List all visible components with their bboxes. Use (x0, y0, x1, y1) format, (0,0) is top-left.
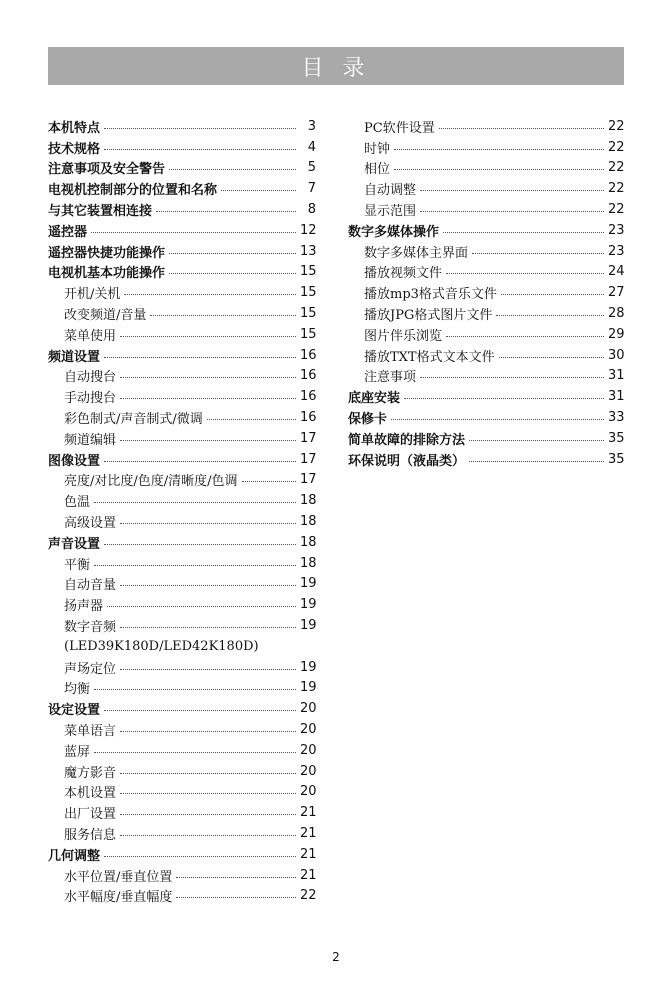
toc-entry-title: 亮度/对比度/色度/清晰度/色调 (64, 474, 238, 490)
toc-entry-page: 13 (300, 243, 317, 259)
toc-entry (48, 553, 316, 574)
toc-entry-title: 蓝屏 (64, 744, 91, 760)
toc-entry-title: 保修卡 (348, 412, 388, 428)
toc-entry-title: 自动调整 (364, 183, 417, 199)
toc-entry (48, 490, 316, 511)
toc-entry-page: 19 (300, 618, 317, 634)
toc-entry-title: 播放TXT格式文本文件 (364, 349, 495, 365)
toc-entry (348, 386, 624, 407)
toc-entry-title: 图像设置 (48, 453, 101, 469)
toc-entry-title: 高级设置 (64, 516, 117, 532)
toc-dot-leader (176, 877, 296, 878)
toc-entry (348, 262, 624, 283)
toc-entry (348, 241, 624, 262)
toc-dot-leader (120, 793, 296, 794)
toc-entry-title: 电视机控制部分的位置和名称 (48, 183, 218, 199)
toc-dot-leader (120, 814, 296, 815)
toc-entry-page: 7 (307, 181, 316, 197)
toc-entry-page: 23 (608, 243, 625, 259)
toc-dot-leader (221, 190, 296, 191)
toc-entry-page: 15 (300, 326, 317, 342)
toc-entry-page: 20 (300, 742, 317, 758)
toc-entry-page: 31 (608, 389, 625, 405)
toc-entry-page: 18 (300, 514, 317, 530)
toc-entry-title: PC软件设置 (364, 120, 435, 136)
toc-dot-leader (120, 398, 296, 399)
page-number: 2 (332, 950, 340, 964)
toc-entry (348, 116, 624, 137)
toc-entry-title: 数字多媒体操作 (348, 224, 440, 240)
toc-dot-leader (391, 419, 604, 420)
toc-entry-page: 21 (300, 825, 317, 841)
toc-entry-title: 声音设置 (48, 536, 101, 552)
toc-dot-leader (104, 544, 296, 545)
toc-entry-page: 17 (300, 472, 317, 488)
toc-entry (48, 511, 316, 532)
toc-entry (48, 220, 316, 241)
toc-dot-leader (169, 273, 296, 274)
toc-entry-page: 12 (300, 222, 317, 238)
toc-entry-title: 自动搜台 (64, 370, 117, 386)
toc-dot-leader (120, 377, 296, 378)
toc-entry-title: 电视机基本功能操作 (48, 266, 166, 282)
toc-dot-leader (120, 731, 296, 732)
toc-entry (48, 262, 316, 283)
toc-entry-title: 服务信息 (64, 827, 117, 843)
toc-dot-leader (394, 169, 604, 170)
toc-dot-leader (104, 149, 296, 150)
toc-entry-title: 本机设置 (64, 786, 117, 802)
toc-entry (48, 885, 316, 906)
toc-dot-leader (124, 294, 296, 295)
toc-entry-page: 8 (307, 202, 316, 218)
toc-entry-page: 5 (307, 160, 316, 176)
toc-entry-page: 22 (300, 888, 317, 904)
toc-entry-page: 35 (608, 430, 625, 446)
toc-dot-leader (501, 294, 604, 295)
toc-entry-title: 相位 (364, 162, 391, 178)
toc-entry-title: 技术规格 (48, 141, 101, 157)
toc-entry (348, 158, 624, 179)
toc-entry-page: 16 (300, 368, 317, 384)
toc-entry-title: 扬声器 (64, 599, 104, 615)
toc-entry-page: 4 (307, 139, 316, 155)
toc-entry-title: 开机/关机 (64, 287, 121, 303)
toc-entry (48, 740, 316, 761)
toc-entry (48, 761, 316, 782)
toc-dot-leader (472, 253, 604, 254)
toc-entry-page: 33 (608, 410, 625, 426)
toc-dot-leader (91, 232, 296, 233)
toc-dot-leader (499, 357, 604, 358)
toc-entry-title: 频道编辑 (64, 432, 117, 448)
toc-entry (48, 657, 316, 678)
toc-entry-page: 22 (608, 118, 625, 134)
toc-entry-page: 20 (300, 722, 317, 737)
toc-entry-title: 播放视频文件 (364, 266, 443, 282)
toc-entry-page: 15 (300, 264, 317, 280)
toc-title-banner (48, 47, 624, 85)
toc-entry (48, 823, 316, 844)
toc-dot-leader (94, 565, 296, 566)
toc-entry-title: 底座安装 (348, 391, 401, 407)
toc-entry-title: 均衡 (64, 682, 91, 698)
toc-entry-title: 简单故障的排除方法 (348, 432, 466, 448)
toc-entry-page: 23 (608, 222, 625, 238)
toc-dot-leader (446, 273, 604, 274)
toc-dot-leader (94, 689, 296, 690)
toc-dot-leader (394, 149, 604, 150)
toc-entry (48, 137, 316, 158)
toc-entry-title: 播放mp3格式音乐文件 (364, 287, 497, 303)
toc-dot-leader (207, 419, 296, 420)
toc-dot-leader (104, 710, 296, 711)
toc-left-column (48, 116, 316, 906)
toc-entry-page: 18 (300, 493, 317, 509)
toc-entry (348, 366, 624, 387)
toc-dot-leader (104, 856, 296, 857)
toc-entry (348, 407, 624, 428)
toc-entry-page: 31 (608, 368, 625, 384)
toc-dot-leader (439, 128, 604, 129)
toc-dot-leader (120, 440, 296, 441)
toc-entry-page: 17 (300, 430, 317, 446)
toc-entry (48, 449, 316, 470)
toc-entry-page: 21 (300, 846, 317, 862)
toc-right-column (348, 116, 624, 470)
toc-entry (48, 865, 316, 886)
toc-dot-leader (104, 357, 296, 358)
toc-entry-page: 24 (608, 264, 625, 280)
toc-dot-leader (104, 461, 296, 462)
toc-entry (48, 178, 316, 199)
toc-entry-page: 19 (300, 597, 317, 613)
toc-entry-title: 水平幅度/垂直幅度 (64, 890, 173, 906)
toc-entry (48, 324, 316, 345)
toc-entry-page: 16 (300, 347, 317, 363)
toc-entry-title: 几何调整 (48, 848, 101, 864)
toc-dot-leader (120, 585, 296, 586)
toc-dot-leader (242, 481, 296, 482)
toc-entry (348, 199, 624, 220)
toc-entry (48, 615, 316, 636)
toc-dot-leader (120, 835, 296, 836)
toc-entry-page: 17 (300, 451, 317, 467)
toc-entry-page: 18 (300, 534, 317, 550)
toc-entry (48, 407, 316, 428)
toc-entry-page: 19 (300, 659, 317, 675)
toc-entry-page: 16 (300, 389, 317, 405)
toc-entry-title: 色温 (64, 495, 91, 511)
toc-entry-title: 魔方影音 (64, 765, 117, 781)
toc-entry (48, 386, 316, 407)
toc-entry-page: 35 (608, 451, 625, 467)
toc-entry-title: 显示范围 (364, 204, 417, 220)
toc-entry-title: 自动音量 (64, 578, 117, 594)
toc-entry-title: 本机特点 (48, 120, 101, 136)
toc-dot-leader (496, 315, 604, 316)
toc-entry (48, 719, 316, 740)
toc-entry-page: 19 (300, 680, 317, 696)
toc-entry-page: 29 (608, 326, 625, 342)
toc-dot-leader (169, 169, 296, 170)
toc-dot-leader (120, 523, 296, 524)
toc-dot-leader (120, 669, 296, 670)
toc-entry-title: 频道设置 (48, 349, 101, 365)
toc-entry (48, 345, 316, 366)
toc-entry-page: 20 (300, 763, 317, 779)
toc-entry-title: 遥控器 (48, 224, 88, 240)
toc-entry-page: 22 (608, 181, 625, 197)
toc-entry-title: 注意事项及安全警告 (48, 162, 166, 178)
toc-entry (48, 698, 316, 719)
toc-entry-page: 27 (608, 285, 625, 301)
toc-dot-leader (94, 752, 296, 753)
toc-entry-title: 图片伴乐浏览 (364, 328, 443, 344)
toc-dot-leader (420, 211, 604, 212)
toc-dot-leader (404, 398, 604, 399)
toc-dot-leader (176, 897, 296, 898)
toc-entry-title: 与其它装置相连接 (48, 204, 153, 220)
toc-dot-leader (120, 627, 296, 628)
toc-entry (48, 366, 316, 387)
toc-entry-title: 平衡 (64, 557, 91, 573)
toc-dot-leader (94, 502, 296, 503)
toc-entry-page: 3 (307, 118, 316, 134)
toc-entry-title: 设定设置 (48, 703, 101, 719)
toc-entry (48, 574, 316, 595)
toc-entry (48, 802, 316, 823)
toc-entry (348, 449, 624, 470)
toc-entry-page: 30 (608, 347, 625, 363)
toc-entry (48, 636, 316, 657)
toc-dot-leader (420, 190, 604, 191)
toc-entry-title: 遥控器快捷功能操作 (48, 245, 166, 261)
toc-entry-title: 菜单使用 (64, 328, 117, 344)
toc-entry (48, 158, 316, 179)
toc-entry-page: 16 (300, 410, 317, 426)
toc-entry (48, 594, 316, 615)
toc-entry (48, 844, 316, 865)
toc-entry-page: 21 (300, 867, 317, 883)
toc-entry (48, 303, 316, 324)
toc-entry-page: 22 (608, 139, 625, 155)
toc-entry-title: 播放JPG格式图片文件 (364, 308, 493, 324)
toc-entry (348, 137, 624, 158)
toc-entry (48, 532, 316, 553)
toc-dot-leader (156, 211, 296, 212)
toc-entry-page: 15 (300, 285, 317, 301)
toc-dot-leader (120, 336, 296, 337)
toc-entry (348, 220, 624, 241)
toc-entry (48, 470, 316, 491)
toc-entry (348, 345, 624, 366)
toc-entry-page: 15 (300, 306, 317, 322)
toc-entry-title: 数字多媒体主界面 (364, 245, 469, 261)
toc-entry (348, 303, 624, 324)
toc-entry-page: 20 (300, 784, 317, 800)
toc-dot-leader (469, 461, 604, 462)
toc-dot-leader (446, 336, 604, 337)
toc-entry-title: 手动搜台 (64, 391, 117, 407)
toc-entry-title: (LED39K180D/LED42K180D) (64, 638, 259, 654)
toc-entry-title: 菜单语言 (64, 724, 117, 739)
toc-entry-title: 声场定位 (64, 661, 117, 677)
toc-entry-page: 22 (608, 202, 625, 218)
toc-dot-leader (150, 315, 296, 316)
toc-entry-title: 出厂设置 (64, 807, 117, 823)
toc-entry (48, 678, 316, 699)
toc-entry-page: 20 (300, 701, 317, 717)
toc-dot-leader (104, 128, 296, 129)
toc-entry-title: 时钟 (364, 141, 391, 157)
toc-entry-title: 环保说明（液晶类） (348, 453, 466, 469)
toc-entry-title: 水平位置/垂直位置 (64, 869, 173, 885)
toc-entry (348, 324, 624, 345)
toc-dot-leader (120, 773, 296, 774)
toc-entry-page: 21 (300, 805, 317, 821)
toc-entry (348, 282, 624, 303)
toc-entry (348, 428, 624, 449)
toc-entry (348, 178, 624, 199)
toc-entry (48, 782, 316, 803)
toc-dot-leader (169, 253, 296, 254)
toc-dot-leader (443, 232, 604, 233)
toc-entry-title: 注意事项 (364, 370, 417, 386)
toc-entry-page: 28 (608, 306, 625, 322)
toc-entry-title: 改变频道/音量 (64, 308, 147, 324)
toc-dot-leader (469, 440, 604, 441)
toc-entry-page: 22 (608, 160, 625, 176)
toc-entry-page: 18 (300, 555, 317, 571)
toc-entry (48, 282, 316, 303)
toc-dot-leader (107, 606, 296, 607)
toc-entry (48, 199, 316, 220)
toc-dot-leader (420, 377, 604, 378)
toc-entry (48, 241, 316, 262)
toc-entry (48, 116, 316, 137)
toc-entry-title: 数字音频 (64, 620, 117, 636)
toc-entry (48, 428, 316, 449)
toc-title: 目 录 (301, 55, 371, 81)
toc-entry-page: 19 (300, 576, 317, 592)
toc-entry-title: 彩色制式/声音制式/微调 (64, 412, 203, 428)
